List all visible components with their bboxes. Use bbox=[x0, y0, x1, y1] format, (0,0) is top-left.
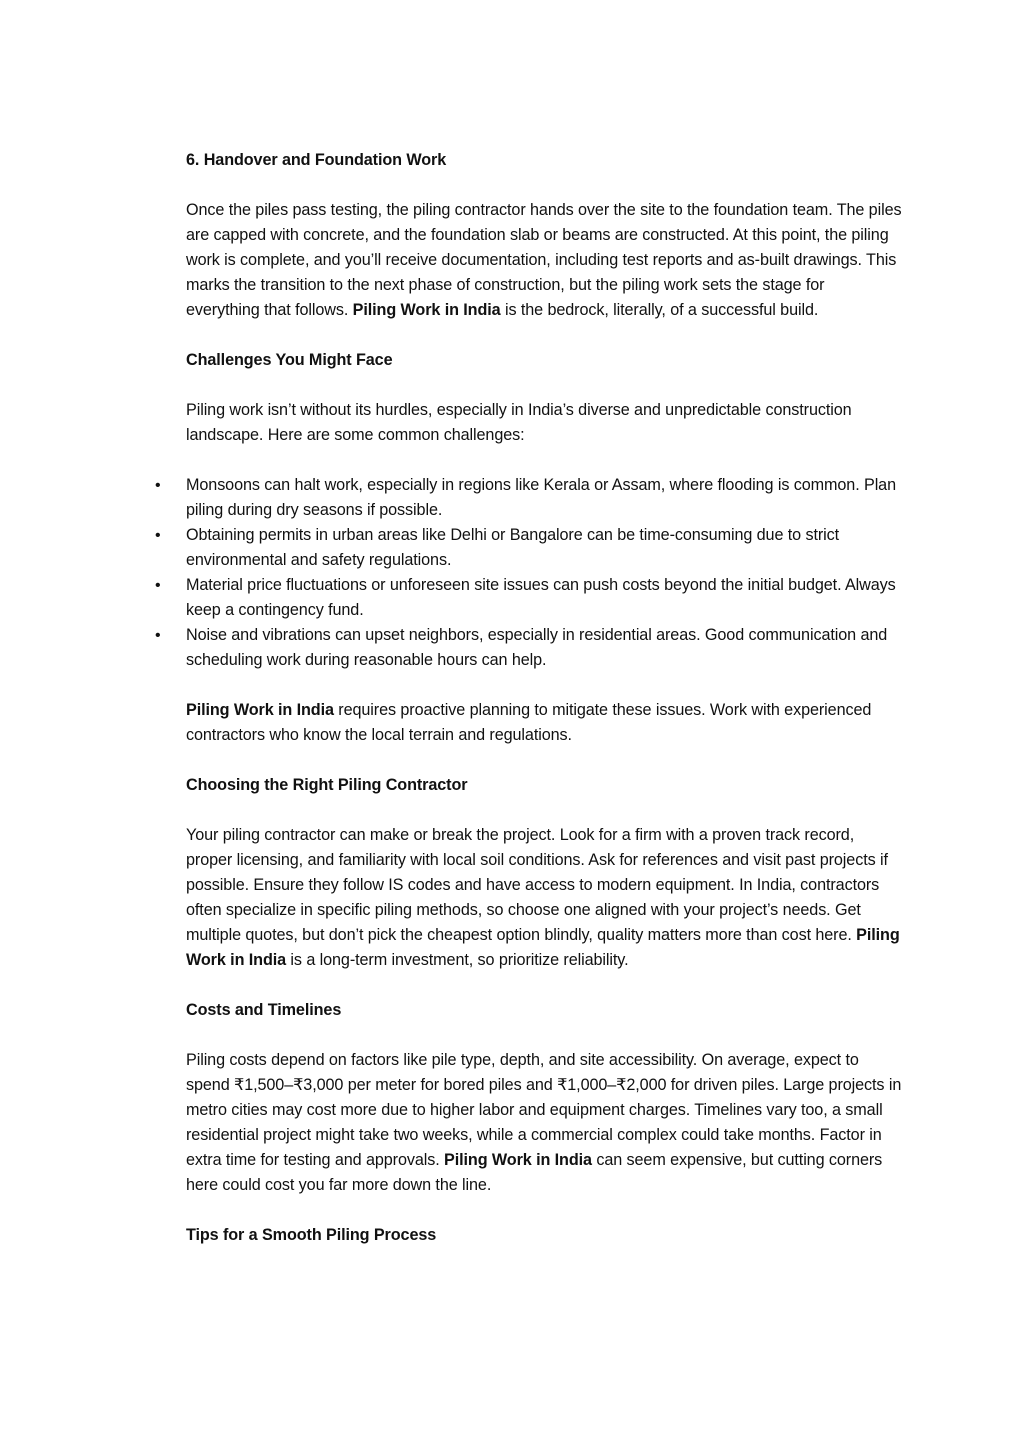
paragraph-challenges-intro: Piling work isn’t without its hurdles, especially in India’s diverse and unpredictable construction landscape. Here are some common challenges: bbox=[186, 401, 852, 444]
list-item bbox=[155, 523, 902, 573]
keyword-piling-work-india: Piling Work in India bbox=[186, 701, 334, 719]
list-item-text: Monsoons can halt work, especially in regions like Kerala or Assam, where flooding is common. Plan piling during dry seasons if possible. bbox=[186, 476, 896, 519]
paragraph-costs bbox=[186, 1048, 902, 1198]
paragraph-contractor bbox=[186, 823, 902, 973]
challenges-list bbox=[155, 473, 902, 673]
list-item-text: Noise and vibrations can upset neighbors, especially in residential areas. Good communication and scheduling work during reasonable hours can help. bbox=[186, 626, 888, 669]
bullet-icon: • bbox=[155, 527, 161, 544]
document-page bbox=[155, 148, 902, 1248]
bullet-icon: • bbox=[155, 477, 161, 494]
paragraph-challenges-closing-text: requires proactive planning to mitigate these issues. Work with experienced contractors who know the local terrain and regulations. bbox=[186, 701, 872, 744]
heading-handover: 6. Handover and Foundation Work bbox=[186, 151, 447, 169]
paragraph-challenges-closing bbox=[186, 698, 902, 748]
bullet-icon: • bbox=[155, 627, 161, 644]
paragraph-handover-text-end: is the bedrock, literally, of a successful build. bbox=[500, 301, 819, 319]
heading-challenges: Challenges You Might Face bbox=[186, 351, 393, 369]
paragraph-contractor-text-end: is a long-term investment, so prioritize reliability. bbox=[286, 951, 629, 969]
paragraph-costs-text: Piling costs depend on factors like pile type, depth, and site accessibility. On average, expect to spend ₹1,500–₹3,000 per meter for bored piles and ₹1,000–₹2,000 for driven piles. Large projects in metro cities may cost more due to higher labor and equipment charges. Timelines vary too, a small residential project might take two weeks, while a commercial complex could take months. Factor in extra time for testing and approvals. bbox=[186, 1051, 902, 1169]
list-item bbox=[155, 573, 902, 623]
paragraph-costs-text-end: can seem expensive, but cutting corners here could cost you far more down the line. bbox=[186, 1151, 883, 1194]
keyword-piling-work-india: Piling Work in India bbox=[186, 926, 900, 969]
heading-costs: Costs and Timelines bbox=[186, 1001, 342, 1019]
keyword-piling-work-india: Piling Work in India bbox=[352, 301, 501, 319]
bullet-icon: • bbox=[155, 577, 161, 594]
list-item bbox=[155, 623, 902, 673]
paragraph-handover bbox=[186, 198, 902, 323]
heading-contractor: Choosing the Right Piling Contractor bbox=[186, 776, 468, 794]
list-item bbox=[155, 473, 902, 523]
paragraph-contractor-text: Your piling contractor can make or break the project. Look for a firm with a proven track record, proper licensing, and familiarity with local soil conditions. Ask for references and visit past projects if possible. Ensure they follow IS codes and have access to modern equipment. In India, contractors often specialize in specific piling methods, so choose one aligned with your project’s needs. Get multiple quotes, but don’t pick the cheapest option blindly, quality matters more than cost here. bbox=[186, 826, 888, 944]
paragraph-handover-text: Once the piles pass testing, the piling contractor hands over the site to the foundation team. The piles are capped with concrete, and the foundation slab or beams are constructed. At this point, the piling work is complete, and you’ll receive documentation, including test reports and as-built drawings. This marks the transition to the next phase of construction, but the piling work sets the stage for everything that follows. bbox=[186, 201, 902, 319]
list-item-text: Obtaining permits in urban areas like Delhi or Bangalore can be time-consuming due to strict environmental and safety regulations. bbox=[186, 526, 840, 569]
heading-tips: Tips for a Smooth Piling Process bbox=[186, 1226, 437, 1244]
list-item-text: Material price fluctuations or unforeseen site issues can push costs beyond the initial budget. Always keep a contingency fund. bbox=[186, 576, 896, 619]
keyword-piling-work-india: Piling Work in India bbox=[444, 1151, 592, 1169]
